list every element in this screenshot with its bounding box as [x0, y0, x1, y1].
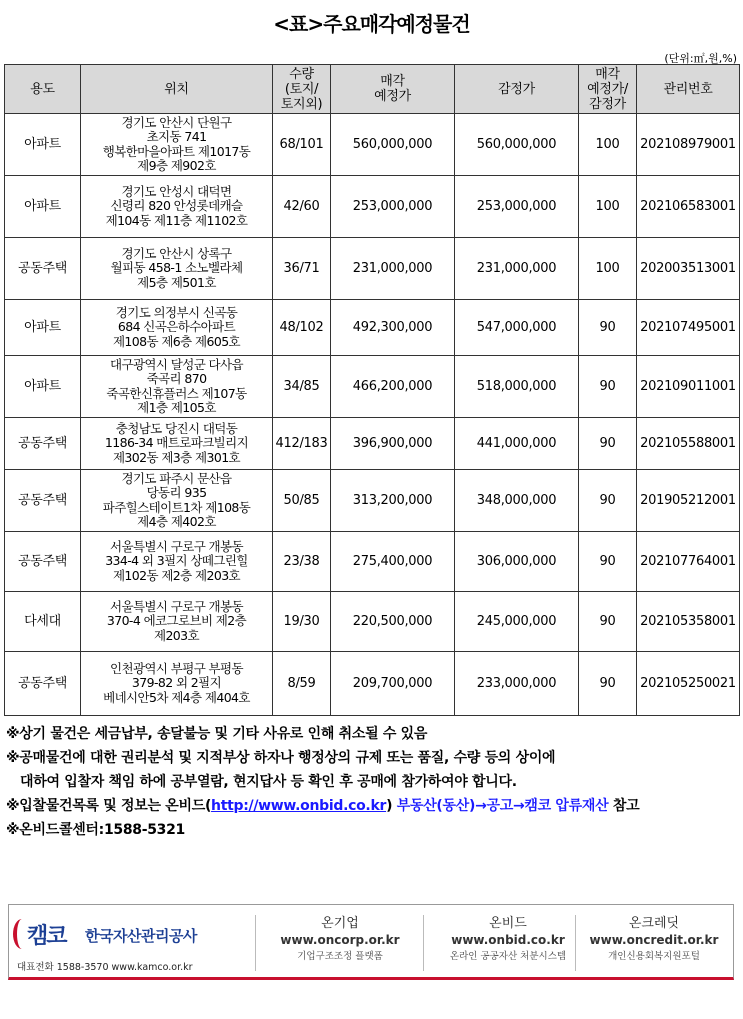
cell-appraisal: 518,000,000 — [455, 356, 579, 418]
unit-label: (단위:㎡,원,%) — [664, 52, 737, 65]
header-mgmt-no: 관리번호 — [637, 65, 740, 114]
cell-use: 아파트 — [5, 114, 81, 176]
table-header-row — [5, 65, 740, 114]
cell-ratio: 90 — [579, 532, 637, 592]
cell-mgmt-no: 202105588001 — [637, 418, 740, 470]
cell-location — [81, 300, 273, 356]
header-ratio-line: 감정가 — [589, 96, 626, 112]
cell-ratio: 100 — [579, 238, 637, 300]
cell-sale-price: 396,900,000 — [331, 418, 455, 470]
cell-use: 아파트 — [5, 176, 81, 238]
cell-use: 공동주택 — [5, 418, 81, 470]
cell-location-line: 신령리 820 안성롯데캐슬 — [110, 198, 243, 214]
cell-location-line: 경기도 안산시 상록구 — [121, 245, 232, 261]
cell-location-line: 경기도 안산시 단원구 — [121, 114, 232, 130]
cell-location-line: 행복한마을아파트 제1017동 — [102, 143, 251, 159]
cell-location — [81, 652, 273, 716]
cell-quantity: 42/60 — [273, 176, 331, 238]
service-onbid — [433, 915, 583, 965]
header-use: 용도 — [5, 65, 81, 114]
cell-appraisal: 245,000,000 — [455, 592, 579, 652]
cell-quantity: 48/102 — [273, 300, 331, 356]
cell-mgmt-no: 202105358001 — [637, 592, 740, 652]
cell-location-line: 죽곡리 870 — [146, 371, 207, 386]
cell-location-line: 월피동 458-1 소노벨라체 — [110, 260, 243, 276]
note-onbid — [6, 794, 741, 818]
cell-location-line: 제108동 제6층 제605호 — [112, 333, 241, 349]
cell-sale-price: 313,200,000 — [331, 470, 455, 532]
header-sale-price-line: 예정가 — [374, 89, 411, 104]
cell-use: 아파트 — [5, 356, 81, 418]
cell-location-line: 인천광역시 부평구 부평동 — [110, 660, 243, 676]
cell-location-line: 충청남도 당진시 대덕동 — [115, 420, 238, 436]
footer-divider — [423, 915, 424, 971]
kamco-tel: 대표전화 1588-3570 www.kamco.or.kr — [17, 962, 193, 973]
page-title: <표>주요매각예정물건 — [273, 12, 470, 36]
cell-use: 공동주택 — [5, 470, 81, 532]
table-row — [5, 652, 740, 716]
cell-location — [81, 238, 273, 300]
note-liability: ※공매물건에 대한 권리분석 및 지적부상 하자나 행정상의 규제 또는 품질, 수량 등의 상이에 — [6, 750, 556, 766]
cell-sale-price: 253,000,000 — [331, 176, 455, 238]
footer-banner — [8, 904, 734, 980]
cell-location-line: 제102동 제2층 제203호 — [112, 567, 241, 583]
property-table — [4, 64, 740, 716]
onbid-path: 부동산(동산)→공고→캠코 압류재산 — [396, 798, 609, 814]
cell-ratio: 90 — [579, 592, 637, 652]
service-oncorp — [265, 915, 415, 965]
cell-location — [81, 592, 273, 652]
kamco-name: 한국자산관리공사 — [85, 927, 197, 945]
cell-appraisal: 348,000,000 — [455, 470, 579, 532]
cell-location-line: 제1층 제105호 — [137, 400, 216, 415]
cell-appraisal: 441,000,000 — [455, 418, 579, 470]
table-row — [5, 470, 740, 532]
service-url[interactable]: www.onbid.co.kr — [451, 933, 565, 947]
table-row — [5, 114, 740, 176]
cell-location-line: 제203호 — [153, 627, 199, 643]
header-quantity-line: (토지/ — [284, 81, 319, 97]
cell-appraisal: 560,000,000 — [455, 114, 579, 176]
cell-location — [81, 356, 273, 418]
cell-sale-price: 231,000,000 — [331, 238, 455, 300]
service-name: 온크레딧 — [628, 916, 680, 931]
cell-location-line: 제5층 제501호 — [137, 274, 216, 290]
cell-location-line: 370-4 에코그로브비 제2층 — [106, 613, 247, 629]
onbid-link[interactable]: http://www.onbid.co.kr — [211, 798, 387, 814]
cell-location-line: 대구광역시 달성군 다사읍 — [110, 356, 243, 372]
cell-quantity: 8/59 — [273, 652, 331, 716]
logo-mark-text: 캠코 — [27, 924, 66, 949]
cell-location-line: 379-82 외 2필지 — [131, 675, 222, 691]
cell-use: 다세대 — [5, 592, 81, 652]
cell-location-line: 제9층 제902호 — [137, 158, 216, 173]
cell-location-line: 경기도 파주시 문산읍 — [121, 470, 232, 486]
table-row — [5, 238, 740, 300]
cell-location-line: 서울특별시 구로구 개봉동 — [110, 538, 243, 554]
kamco-logo — [17, 915, 245, 975]
cell-quantity: 19/30 — [273, 592, 331, 652]
header-quantity-line: 토지외) — [280, 96, 323, 112]
cell-ratio: 100 — [579, 114, 637, 176]
header-sale-price-line: 매각 — [380, 74, 405, 89]
cell-quantity: 36/71 — [273, 238, 331, 300]
service-desc: 개인신용회복지원포털 — [608, 951, 700, 962]
cell-ratio: 90 — [579, 652, 637, 716]
cell-mgmt-no: 202107495001 — [637, 300, 740, 356]
header-quantity-line: 수량 — [289, 66, 314, 82]
table-row — [5, 300, 740, 356]
kamco-logo-mark — [17, 917, 79, 951]
cell-location-line: 1186-34 매트로파크빌리지 — [104, 435, 249, 451]
cell-mgmt-no: 202109011001 — [637, 356, 740, 418]
cell-location-line: 제104동 제11층 제1102호 — [105, 212, 248, 228]
note-onbid-prefix: ※입찰물건목록 및 정보는 온비드( — [6, 798, 212, 814]
cell-appraisal: 253,000,000 — [455, 176, 579, 238]
table-row — [5, 532, 740, 592]
header-location: 위치 — [81, 65, 273, 114]
note-onbid-suffix: 참고 — [612, 798, 640, 814]
cell-appraisal: 233,000,000 — [455, 652, 579, 716]
service-name: 온비드 — [489, 916, 527, 931]
cell-sale-price: 466,200,000 — [331, 356, 455, 418]
cell-quantity: 23/38 — [273, 532, 331, 592]
cell-sale-price: 220,500,000 — [331, 592, 455, 652]
cell-ratio: 90 — [579, 300, 637, 356]
cell-ratio: 90 — [579, 356, 637, 418]
footer-divider — [255, 915, 256, 971]
cell-quantity: 68/101 — [273, 114, 331, 176]
cell-use: 아파트 — [5, 300, 81, 356]
cell-location-line: 334-4 외 3필지 상떼그린힐 — [105, 553, 248, 569]
cell-mgmt-no: 202105250021 — [637, 652, 740, 716]
cell-sale-price: 560,000,000 — [331, 114, 455, 176]
table-row — [5, 418, 740, 470]
cell-mgmt-no: 202108979001 — [637, 114, 740, 176]
cell-mgmt-no: 201905212001 — [637, 470, 740, 532]
cell-appraisal: 306,000,000 — [455, 532, 579, 592]
service-oncredit — [579, 915, 729, 965]
note-onbid-close: ) — [386, 798, 393, 814]
cell-quantity: 50/85 — [273, 470, 331, 532]
service-url[interactable]: www.oncorp.or.kr — [280, 933, 400, 947]
cell-use: 공동주택 — [5, 532, 81, 592]
header-sale-price — [331, 65, 455, 114]
cell-ratio: 90 — [579, 470, 637, 532]
header-appraisal: 감정가 — [455, 65, 579, 114]
cell-sale-price: 209,700,000 — [331, 652, 455, 716]
cell-location-line: 서울특별시 구로구 개봉동 — [110, 598, 243, 614]
cell-location-line: 제4층 제402호 — [137, 514, 216, 529]
cell-location-line: 제302동 제3층 제301호 — [112, 449, 241, 465]
cell-location-line: 초지동 741 — [146, 129, 207, 144]
cell-location — [81, 114, 273, 176]
header-ratio — [579, 65, 637, 114]
note-callcenter: ※온비드콜센터:1588-5321 — [6, 822, 185, 838]
cell-location-line: 경기도 안성시 대덕면 — [121, 183, 232, 199]
cell-location — [81, 532, 273, 592]
cell-location — [81, 470, 273, 532]
cell-location-line: 684 신곡은하수아파트 — [117, 319, 236, 335]
service-url[interactable]: www.oncredit.or.kr — [589, 933, 719, 947]
footer-divider — [575, 915, 576, 971]
cell-location-line: 경기도 의정부시 신곡동 — [115, 304, 238, 320]
cell-sale-price: 275,400,000 — [331, 532, 455, 592]
note-cancel: ※상기 물건은 세금납부, 송달불능 및 기타 사유로 인해 취소될 수 있음 — [6, 726, 428, 742]
table-row — [5, 176, 740, 238]
service-desc: 온라인 공공자산 처분시스템 — [449, 951, 567, 962]
cell-location-line: 죽곡한신휴플러스 제107동 — [106, 385, 247, 401]
cell-ratio: 90 — [579, 418, 637, 470]
cell-appraisal: 547,000,000 — [455, 300, 579, 356]
cell-use: 공동주택 — [5, 238, 81, 300]
cell-location-line: 베네시안5차 제4층 제404호 — [103, 689, 250, 705]
header-quantity — [273, 65, 331, 114]
table-row — [5, 592, 740, 652]
cell-mgmt-no: 202107764001 — [637, 532, 740, 592]
cell-location — [81, 418, 273, 470]
notes — [6, 722, 741, 842]
service-name: 온기업 — [321, 916, 359, 931]
cell-location-line: 파주힐스테이트1차 제108동 — [102, 499, 251, 515]
cell-mgmt-no: 202003513001 — [637, 238, 740, 300]
header-ratio-line: 예정가/ — [587, 81, 628, 97]
cell-ratio: 100 — [579, 176, 637, 238]
cell-quantity: 34/85 — [273, 356, 331, 418]
header-ratio-line: 매각 — [595, 66, 620, 82]
cell-mgmt-no: 202106583001 — [637, 176, 740, 238]
service-desc: 기업구조조정 플랫폼 — [297, 951, 383, 962]
cell-location-line: 당동리 935 — [146, 485, 207, 500]
note-liability-cont: 대하여 입찰자 책임 하에 공부열람, 현지답사 등 확인 후 공매에 참가하여야 합니다. — [20, 774, 517, 790]
cell-appraisal: 231,000,000 — [455, 238, 579, 300]
table-row — [5, 356, 740, 418]
cell-sale-price: 492,300,000 — [331, 300, 455, 356]
cell-use: 공동주택 — [5, 652, 81, 716]
cell-location — [81, 176, 273, 238]
cell-quantity: 412/183 — [273, 418, 331, 470]
